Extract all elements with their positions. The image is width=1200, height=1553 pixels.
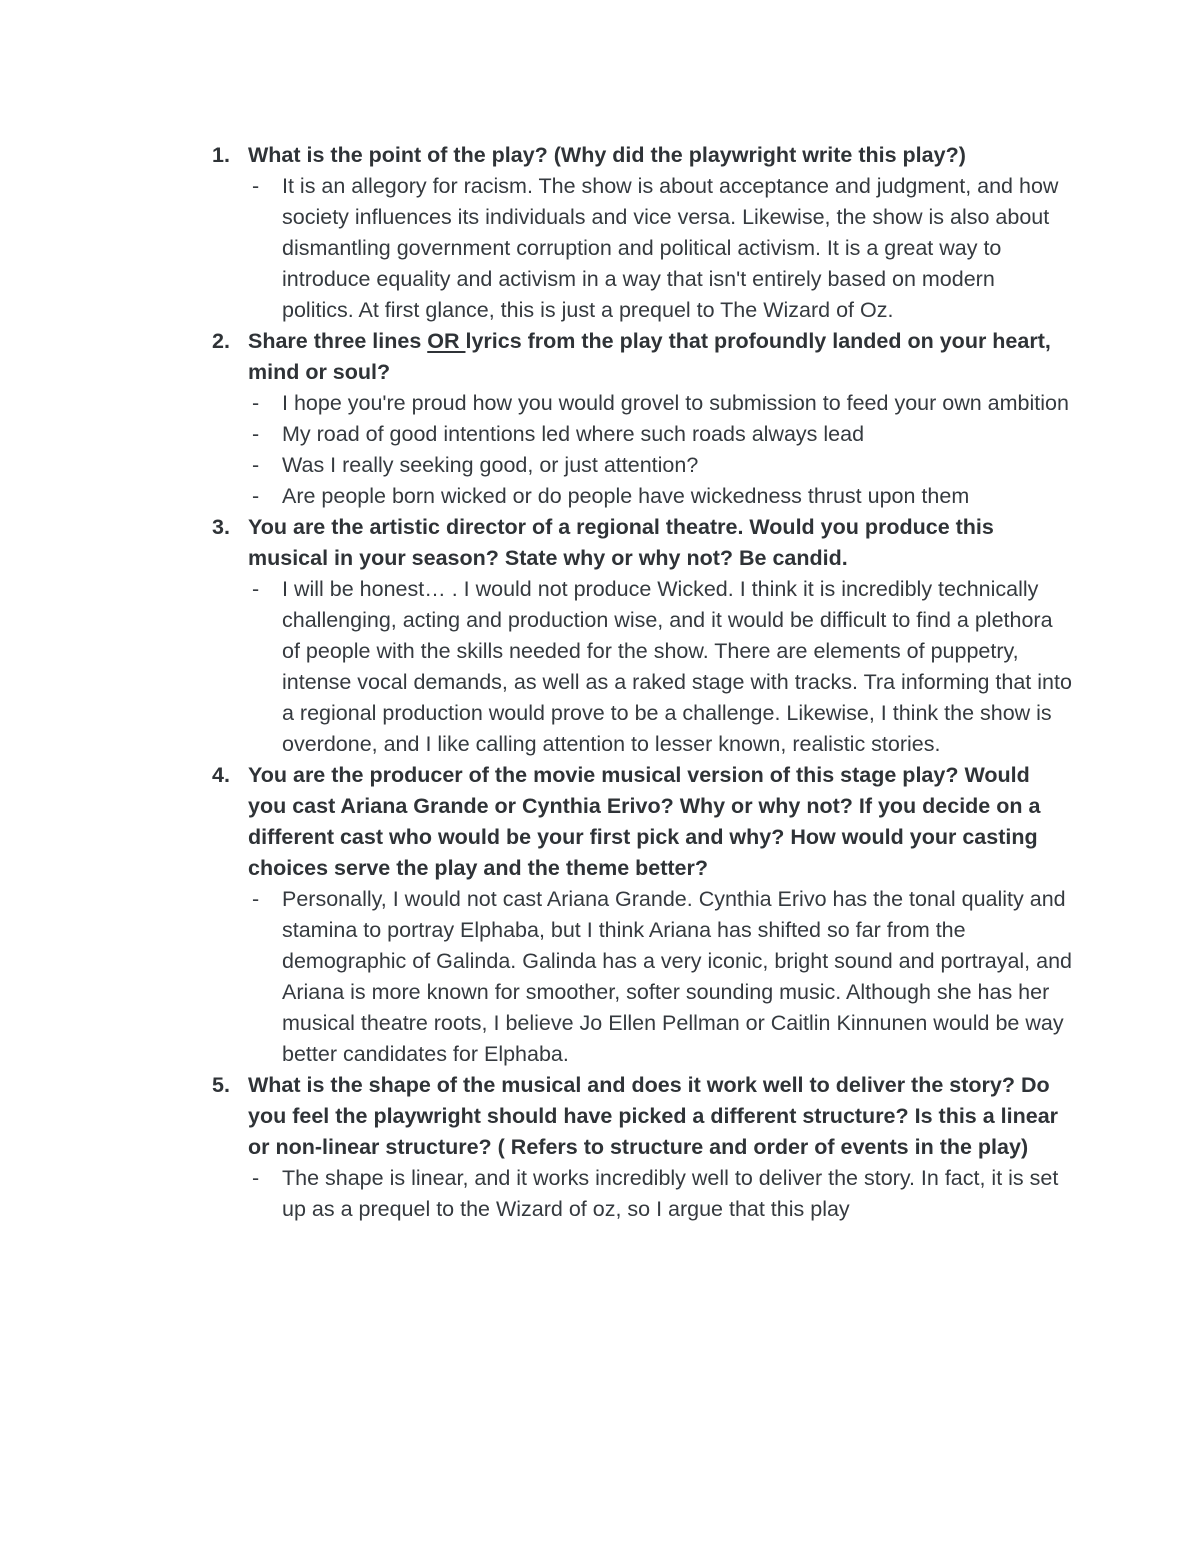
question-number: 1.: [212, 143, 230, 167]
answer-item: [248, 884, 1072, 1070]
dash-bullet: -: [252, 484, 260, 508]
dash-bullet: -: [252, 453, 260, 477]
answer-text: Are people born wicked or do people have wickedness thrust upon them: [282, 484, 970, 508]
answer-list: [248, 171, 1072, 326]
answer-list: [248, 884, 1072, 1070]
answer-text: I will be honest… . I would not produce Wicked. I think it is incredibly technically challenging, acting and production wise, and it would be difficult to find a plethora of people with the skills needed for the show. There are elements of puppetry, intense vocal demands, as well as a raked stage with tracks. Tra informing that into a regional production would prove to be a challenge. Likewise, I think the show is overdone, and I like calling attention to lesser known, realistic stories.: [282, 577, 1072, 756]
question-4: [212, 760, 1072, 1070]
underlined-word: OR: [427, 329, 466, 353]
answer-item: [248, 1163, 1072, 1225]
dash-bullet: -: [252, 1166, 260, 1190]
answer-text: My road of good intentions led where such roads always lead: [282, 422, 865, 446]
dash-bullet: -: [252, 391, 260, 415]
answer-text: The shape is linear, and it works incredibly well to deliver the story. In fact, it is set up as a prequel to the Wizard of oz, so I argue that this play: [282, 1166, 1059, 1221]
question-number: 4.: [212, 763, 230, 787]
answer-item: [248, 419, 1072, 450]
answer-item: [248, 574, 1072, 760]
question-text: What is the shape of the musical and does it work well to deliver the story? Do you feel the playwright should have picked a different structure? Is this a linear or non-linear structure? ( Refers to structure and order of events in the play): [248, 1073, 1059, 1159]
question-3: [212, 512, 1072, 760]
answer-item: [248, 388, 1072, 419]
question-5: [212, 1070, 1072, 1225]
question-number: 3.: [212, 515, 230, 539]
dash-bullet: -: [252, 422, 260, 446]
dash-bullet: -: [252, 577, 260, 601]
question-text: You are the producer of the movie musical version of this stage play? Would you cast Ariana Grande or Cynthia Erivo? Why or why not? If you decide on a different cast who would be your first pick and why? How would your casting choices serve the play and the theme better?: [248, 763, 1041, 880]
question-text: What is the point of the play? (Why did the playwright write this play?): [248, 143, 966, 167]
dash-bullet: -: [252, 887, 260, 911]
answer-text: It is an allegory for racism. The show is about acceptance and judgment, and how society influences its individuals and vice versa. Likewise, the show is also about dismantling government corruption and political activism. It is a great way to introduce equality and activism in a way that isn't entirely based on modern politics. At first glance, this is just a prequel to The Wizard of Oz.: [282, 174, 1059, 322]
question-text: You are the artistic director of a regional theatre. Would you produce this musical in your season? State why or why not? Be candid.: [248, 515, 994, 570]
question-number: 5.: [212, 1073, 230, 1097]
answer-text: Was I really seeking good, or just attention?: [282, 453, 699, 477]
answer-item: [248, 481, 1072, 512]
answer-text: Personally, I would not cast Ariana Grande. Cynthia Erivo has the tonal quality and stamina to portray Elphaba, but I think Ariana has shifted so far from the demographic of Galinda. Galinda has a very iconic, bright sound and portrayal, and Ariana is more known for smoother, softer sounding music. Although she has her musical theatre roots, I believe Jo Ellen Pellman or Caitlin Kinnunen would be way better candidates for Elphaba.: [282, 887, 1072, 1066]
question-text-start: Share three lines: [248, 329, 428, 353]
answer-list: [248, 388, 1072, 512]
answer-item: [248, 171, 1072, 326]
answer-item: [248, 450, 1072, 481]
question-1: [212, 140, 1072, 326]
answer-list: [248, 1163, 1072, 1225]
question-number: 2.: [212, 329, 230, 353]
question-text: [248, 326, 1072, 388]
answer-list: [248, 574, 1072, 760]
answer-text: I hope you're proud how you would grovel to submission to feed your own ambition: [282, 391, 1069, 415]
question-list: [212, 140, 1072, 1225]
dash-bullet: -: [252, 174, 260, 198]
question-text-end: lyrics from the play that profoundly landed on your heart, mind or soul?: [248, 329, 1051, 384]
question-2: [212, 326, 1072, 512]
